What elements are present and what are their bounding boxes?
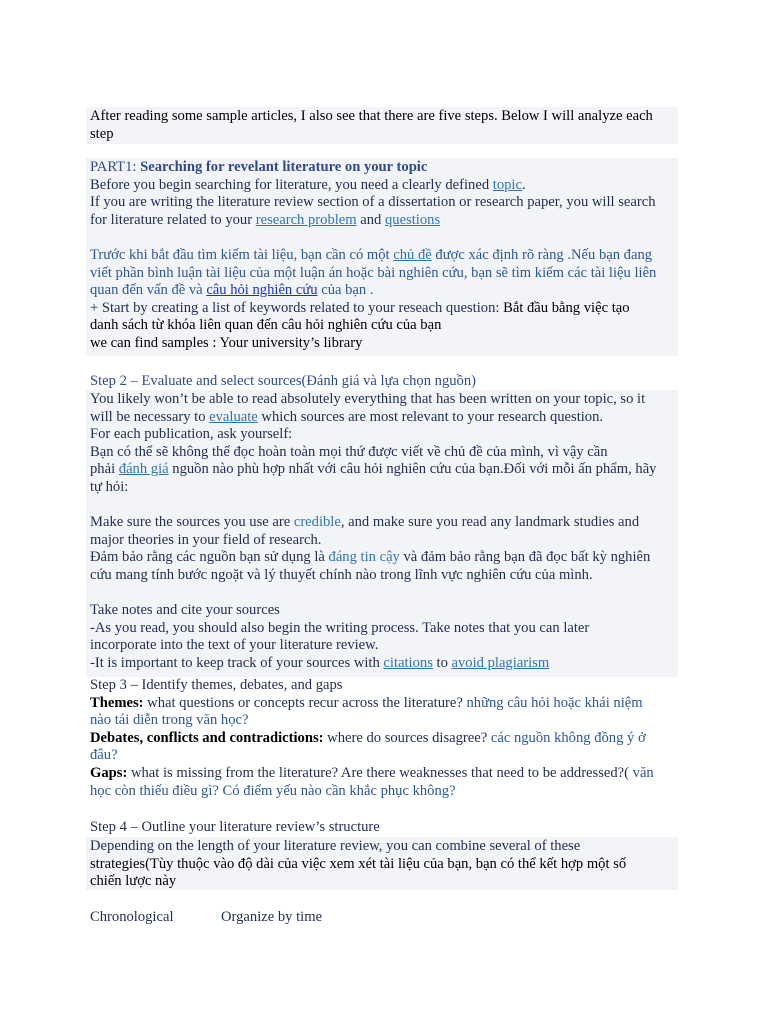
evaluate-link[interactable]: evaluate <box>209 408 258 425</box>
themes-vn-1: những câu hỏi hoặc khái niệm <box>466 694 643 711</box>
step2-vn-line-2-b: nguồn nào phù hợp nhất với câu hỏi nghiên cứu của bạn.Đối với mỗi ấn phẩm, hãy <box>168 461 657 478</box>
part1-line-1-text: Before you begin searching for literature, you need a clearly defined <box>90 176 493 193</box>
part1-vn-line-2: viết phần bình luận tài liệu của một luận án hoặc bài nghiên cứu, bạn sẽ tìm kiếm các tài liệu liên <box>90 264 657 281</box>
blank-line <box>90 585 674 603</box>
debates-text: where do sources disagree? <box>323 729 491 746</box>
intro-paragraph <box>86 107 678 144</box>
notes-heading: Take notes and cite your sources <box>90 602 280 619</box>
part1-heading-prefix: PART1: <box>90 159 141 175</box>
credible-line-1-a: Make sure the sources you use are <box>90 514 294 531</box>
part1-vn-line-1-a: Trước khi bắt đầu tìm kiếm tài liệu, bạn cần có một <box>90 246 394 263</box>
debates-line-2: đâu? <box>90 747 118 764</box>
themes-text: what questions or concepts recur across the literature? <box>143 694 467 711</box>
gaps-label: Gaps: <box>90 764 128 781</box>
step4-line-2: strategies(Tùy thuộc vào độ dài của việc xem xét tài liệu của bạn, bạn có thể kết hợp một số <box>90 855 627 872</box>
gaps-line-2: học còn thiếu điều gì? Có điểm yếu nào cần khắc phục không? <box>90 782 456 799</box>
credible-line-1-b: , and make sure you read any landmark studies and <box>340 514 640 531</box>
part1-line-3-text: for literature related to your <box>90 211 256 228</box>
credible-vn-line-1 <box>90 549 674 567</box>
part1-vn-line-1-b: được xác định rõ ràng .Nếu bạn đang <box>431 246 653 263</box>
part1-line-2: If you are writing the literature review section of a dissertation or research paper, you will search <box>90 194 656 211</box>
credible-vn-line-1-b: và đảm bảo rằng bạn đã đọc bất kỳ nghiên <box>399 549 651 566</box>
gaps-vn-1: văn <box>632 764 654 781</box>
part1-line-3 <box>90 212 674 230</box>
step2-line-3: For each publication, ask yourself: <box>90 426 293 443</box>
notes-line-3 <box>90 655 674 673</box>
intro-line-2: step <box>90 125 114 142</box>
themes-line-1 <box>90 695 680 713</box>
credible-vn-line-1-a: Đảm bảo rằng các nguồn bạn sử dụng là <box>90 549 329 566</box>
step3-section <box>90 677 680 800</box>
step2-line-2 <box>90 409 674 427</box>
credible-line-1 <box>90 514 674 532</box>
blank-line <box>90 229 674 247</box>
part1-line-1-end: . <box>521 176 526 193</box>
step4-line-1: Depending on the length of your literature review, you can combine several of these <box>90 838 581 854</box>
part1-line-3-mid: and <box>356 211 385 228</box>
keywords-line-1-vn: Bắt đầu bằng việc tạo <box>503 299 630 316</box>
part1-vn-line-1 <box>90 247 674 265</box>
step3-heading: Step 3 – Identify themes, debates, and gaps <box>90 677 343 693</box>
part1-section <box>86 158 678 356</box>
themes-line-2: nào tái diễn trong văn học? <box>90 712 249 729</box>
research-problem-link[interactable]: research problem <box>255 211 357 228</box>
chu-de-link[interactable]: chủ đề <box>393 246 432 263</box>
questions-link[interactable]: questions <box>385 211 441 228</box>
blank-line <box>90 497 674 515</box>
step4-line-3: chiến lược này <box>90 873 177 890</box>
step2-vn-line-3: tự hỏi: <box>90 478 129 495</box>
cau-hoi-nghien-cuu-link[interactable]: câu hỏi nghiên cứu <box>206 282 318 299</box>
notes-line-3-mid: to <box>432 654 452 671</box>
keywords-line-1-en: + Start by creating a list of keywords related to your reseach question: <box>90 299 504 316</box>
step2-heading-wrap <box>90 373 476 391</box>
part1-heading <box>90 159 674 177</box>
credible-vn-line-2: cứu mang tính bước ngoặt và lý thuyết chính nào trong lĩnh vực nghiên cứu của mình. <box>90 566 593 583</box>
chronological-desc: Organize by time <box>221 909 323 925</box>
keywords-line-2: danh sách từ khóa liên quan đến câu hỏi nghiên cứu của bạn <box>90 317 442 334</box>
keywords-line-1 <box>90 300 674 318</box>
chronological-label: Chronological <box>90 909 174 925</box>
debates-line-1 <box>90 730 680 748</box>
intro-line-1: After reading some sample articles, I also see that there are five steps. Below I will analyze each <box>90 108 653 124</box>
credible-link[interactable]: credible <box>293 514 341 531</box>
debates-label: Debates, conflicts and contradictions: <box>90 729 324 746</box>
step2-line-1: You likely won’t be able to read absolutely everything that has been written on your topic, so it <box>90 391 646 407</box>
step2-vn-line-2-a: phải <box>90 461 119 478</box>
part1-line-1 <box>90 177 674 195</box>
debates-vn-1: các nguồn không đồng ý ở <box>490 729 646 746</box>
step4-heading-wrap <box>90 819 380 837</box>
step4-heading: Step 4 – Outline your literature review’s structure <box>90 819 380 835</box>
avoid-plagiarism-link[interactable]: avoid plagiarism <box>451 654 550 671</box>
credible-line-2: major theories in your field of research. <box>90 531 322 548</box>
step2-heading: Step 2 – Evaluate and select sources(Đánh giá và lựa chọn nguồn) <box>90 373 477 389</box>
part1-vn-line-3-b: của bạn . <box>317 282 374 299</box>
gaps-text: what is missing from the literature? Are there weaknesses that need to be addressed?( <box>127 764 633 781</box>
step2-vn-line-2 <box>90 461 674 479</box>
themes-label: Themes: <box>90 694 144 711</box>
notes-line-2: incorporate into the text of your literature review. <box>90 637 379 654</box>
topic-link[interactable]: topic <box>492 176 522 193</box>
step2-line-2-b: which sources are most relevant to your research question. <box>257 408 604 425</box>
step2-vn-line-1: Bạn có thể sẽ không thể đọc hoàn toàn mọi thứ được viết về chủ đề của mình, vì vậy cần <box>90 443 608 460</box>
part1-heading-title: Searching for revelant literature on your topic <box>140 159 428 175</box>
danh-gia-link[interactable]: đánh giá <box>118 461 169 478</box>
part1-vn-line-3 <box>90 282 674 300</box>
step4-section <box>86 837 678 890</box>
part1-vn-line-3-a: quan đến vấn đề và <box>90 282 207 299</box>
gaps-line-1 <box>90 765 680 783</box>
step2-section <box>86 390 678 677</box>
step2-line-2-a: will be necessary to <box>90 408 210 425</box>
chronological-row <box>90 909 322 927</box>
samples-line: we can find samples : Your university’s library <box>90 334 363 351</box>
citations-link[interactable]: citations <box>383 654 433 671</box>
notes-line-3-a: -It is important to keep track of your sources with <box>90 654 384 671</box>
dang-tin-cay-link[interactable]: đáng tin cậy <box>328 549 400 566</box>
notes-line-1: -As you read, you should also begin the writing process. Take notes that you can later <box>90 619 590 636</box>
